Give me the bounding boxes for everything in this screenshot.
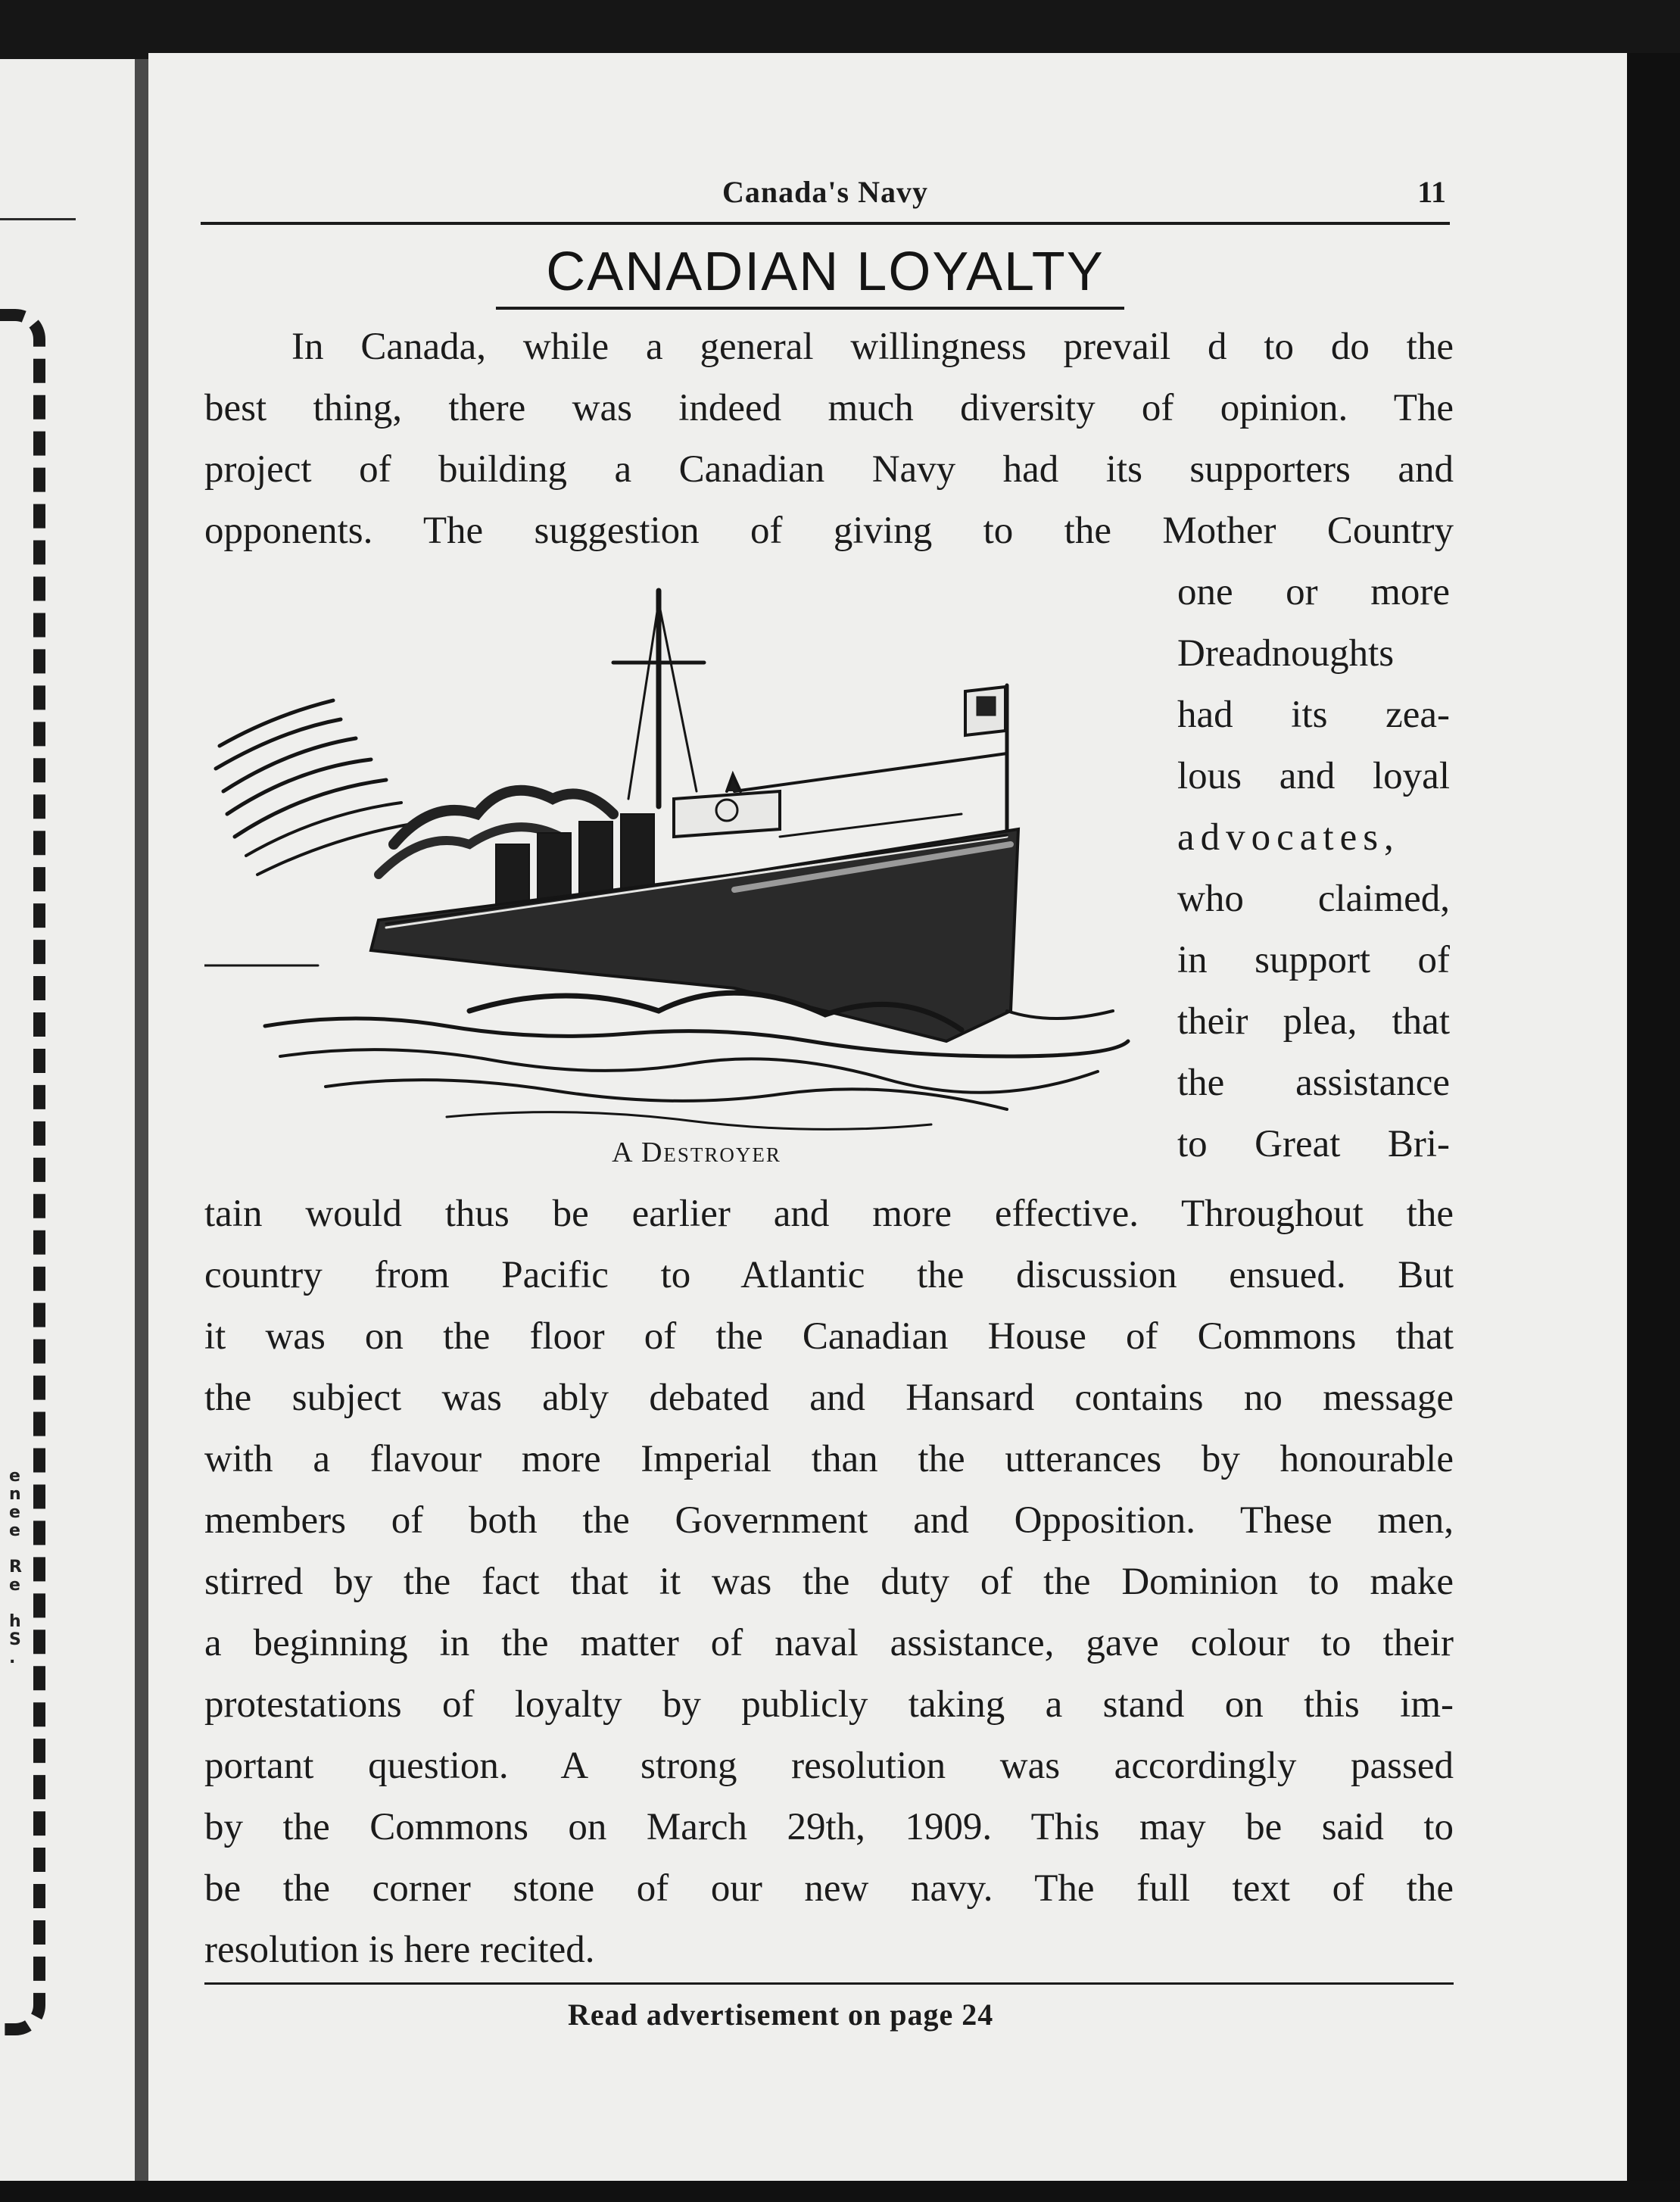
running-title: Canada's Navy — [722, 175, 928, 209]
text-line: it was on the floor of the Canadian House of Commons that — [204, 1315, 1454, 1358]
text-line: country from Pacific to Atlantic the discussion ensued. But — [204, 1254, 1454, 1296]
destroyer-ship-illustration — [204, 587, 1174, 1132]
text-line: the subject was ably debated and Hansard contains no message — [204, 1377, 1454, 1419]
text-line: advocates, — [1177, 816, 1400, 859]
text-line: In Canada, while a general willingness prevail d to do the — [291, 326, 1454, 368]
text-line: tain would thus be earlier and more effective. Throughout the — [204, 1193, 1454, 1235]
title-underline — [496, 307, 1124, 310]
text-line: best thing, there was indeed much diversity of opinion. The — [204, 387, 1454, 429]
text-line: who claimed, — [1177, 878, 1450, 920]
scan-bottom-edge — [0, 2181, 1680, 2202]
text-line: one or more — [1177, 571, 1450, 613]
facing-page-decorative-border — [0, 309, 45, 2035]
text-line: in support of — [1177, 939, 1450, 981]
text-line: Dreadnoughts — [1177, 632, 1395, 675]
book-gutter — [135, 59, 148, 2185]
header-rule — [201, 222, 1450, 225]
text-line: project of building a Canadian Navy had its supporters and — [204, 448, 1454, 491]
illustration-caption: A Destroyer — [612, 1137, 781, 1168]
text-line: had its zea- — [1177, 694, 1450, 736]
facing-page-rule — [0, 218, 76, 220]
text-line: a beginning in the matter of naval assistance, gave colour to their — [204, 1622, 1454, 1664]
running-header — [204, 174, 1446, 220]
text-line: resolution is here recited. — [204, 1929, 595, 1971]
text-line: with a flavour more Imperial than the utterances by honourable — [204, 1438, 1454, 1480]
facing-page-fragment — [0, 59, 135, 2185]
text-line: lous and loyal — [1177, 755, 1450, 797]
page-number: 11 — [1417, 175, 1446, 209]
text-line: by the Commons on March 29th, 1909. This may be said to — [204, 1806, 1454, 1848]
ship-icon — [204, 587, 1174, 1132]
text-line: members of both the Government and Opposition. These men, — [204, 1499, 1454, 1542]
text-line: portant question. A strong resolution was accordingly passed — [204, 1745, 1454, 1787]
article-text-side — [1177, 562, 1450, 1175]
text-line: stirred by the fact that it was the duty of the Dominion to make — [204, 1561, 1454, 1603]
text-line: opponents. The suggestion of giving to the Mother Country — [204, 510, 1454, 552]
facing-page-letters: e n e e R e h S . — [9, 1467, 22, 1667]
text-line: be the corner stone of our new navy. The full text of the — [204, 1867, 1454, 1910]
article-text-bottom — [204, 1184, 1454, 1981]
article-text-top — [204, 317, 1454, 562]
text-line: protestations of loyalty by publicly taking a stand on this im- — [204, 1683, 1454, 1726]
article-title: CANADIAN LOYALTY — [546, 242, 1105, 302]
scan-right-edge — [1627, 53, 1680, 2185]
text-line: the assistance — [1177, 1062, 1450, 1104]
footer-note: Read advertisement on page 24 — [568, 1998, 994, 2032]
text-line: their plea, that — [1177, 1000, 1450, 1043]
footer-rule — [204, 1982, 1454, 1985]
text-line: to Great Bri- — [1177, 1123, 1450, 1165]
